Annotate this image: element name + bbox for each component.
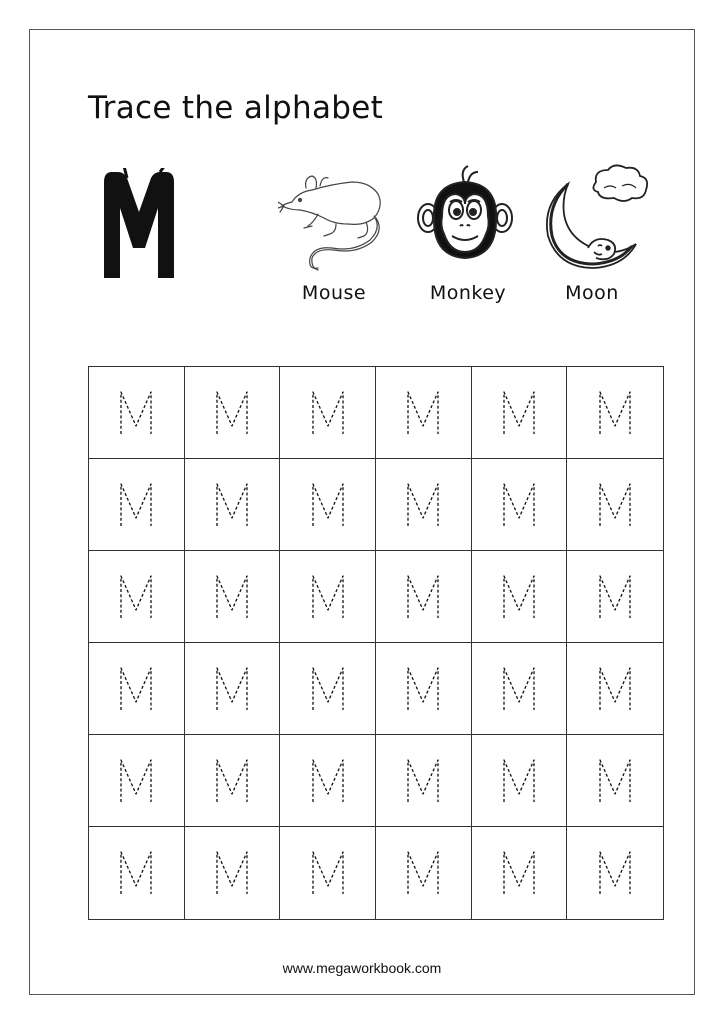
trace-cell[interactable] (376, 459, 472, 551)
trace-cell[interactable] (567, 459, 663, 551)
dashed-letter-m (598, 574, 632, 620)
trace-cell[interactable] (472, 459, 568, 551)
monkey-icon (416, 164, 514, 264)
dashed-letter-m (502, 758, 536, 804)
dashed-letter-m (311, 390, 345, 436)
dashed-letter-m (502, 850, 536, 896)
dashed-letter-m (311, 850, 345, 896)
footer-url: www.megaworkbook.com (282, 960, 442, 976)
dashed-letter-m (215, 574, 249, 620)
trace-cell[interactable] (567, 367, 663, 459)
dashed-letter-m (311, 482, 345, 528)
dashed-letter-m (215, 850, 249, 896)
trace-cell[interactable] (567, 827, 663, 919)
dashed-letter-m (502, 390, 536, 436)
dashed-letter-m (406, 666, 440, 712)
dashed-letter-m (406, 390, 440, 436)
dashed-letter-m (502, 574, 536, 620)
mouse-icon (278, 168, 388, 276)
trace-cell[interactable] (567, 735, 663, 827)
picture-label-moon: Moon (565, 282, 619, 304)
trace-cell[interactable] (280, 367, 376, 459)
trace-cell[interactable] (472, 827, 568, 919)
dashed-letter-m (119, 482, 153, 528)
trace-cell[interactable] (185, 735, 281, 827)
dashed-letter-m (406, 850, 440, 896)
dashed-letter-m (598, 758, 632, 804)
trace-cell[interactable] (280, 459, 376, 551)
dashed-letter-m (598, 390, 632, 436)
trace-cell[interactable] (376, 827, 472, 919)
big-letter-m (96, 168, 182, 284)
tracing-grid (88, 366, 664, 920)
trace-cell[interactable] (185, 459, 281, 551)
dashed-letter-m (406, 758, 440, 804)
trace-cell[interactable] (185, 643, 281, 735)
dashed-letter-m (215, 666, 249, 712)
trace-cell[interactable] (567, 551, 663, 643)
dashed-letter-m (598, 666, 632, 712)
trace-cell[interactable] (472, 551, 568, 643)
dashed-letter-m (311, 574, 345, 620)
dashed-letter-m (119, 666, 153, 712)
dashed-letter-m (119, 574, 153, 620)
moon-icon (538, 164, 650, 272)
dashed-letter-m (215, 390, 249, 436)
trace-cell[interactable] (185, 551, 281, 643)
big-letter-m-glyph (96, 168, 182, 284)
trace-cell[interactable] (89, 459, 185, 551)
trace-cell[interactable] (376, 735, 472, 827)
dashed-letter-m (215, 758, 249, 804)
dashed-letter-m (502, 666, 536, 712)
trace-cell[interactable] (89, 643, 185, 735)
picture-label-monkey: Monkey (429, 282, 507, 304)
trace-cell[interactable] (185, 827, 281, 919)
trace-cell[interactable] (472, 735, 568, 827)
trace-cell[interactable] (89, 827, 185, 919)
trace-cell[interactable] (280, 551, 376, 643)
picture-label-mouse: Mouse (301, 282, 367, 304)
trace-cell[interactable] (376, 643, 472, 735)
trace-cell[interactable] (376, 367, 472, 459)
trace-cell[interactable] (376, 551, 472, 643)
dashed-letter-m (406, 482, 440, 528)
dashed-letter-m (311, 666, 345, 712)
worksheet-title: Trace the alphabet (88, 90, 384, 126)
dashed-letter-m (598, 850, 632, 896)
dashed-letter-m (311, 758, 345, 804)
dashed-letter-m (119, 758, 153, 804)
dashed-letter-m (119, 850, 153, 896)
trace-cell[interactable] (89, 735, 185, 827)
dashed-letter-m (119, 390, 153, 436)
trace-cell[interactable] (472, 367, 568, 459)
trace-cell[interactable] (472, 643, 568, 735)
dashed-letter-m (598, 482, 632, 528)
trace-cell[interactable] (89, 551, 185, 643)
trace-cell[interactable] (280, 735, 376, 827)
trace-cell[interactable] (89, 367, 185, 459)
trace-cell[interactable] (567, 643, 663, 735)
trace-cell[interactable] (280, 643, 376, 735)
trace-cell[interactable] (280, 827, 376, 919)
dashed-letter-m (215, 482, 249, 528)
dashed-letter-m (502, 482, 536, 528)
trace-cell[interactable] (185, 367, 281, 459)
dashed-letter-m (406, 574, 440, 620)
